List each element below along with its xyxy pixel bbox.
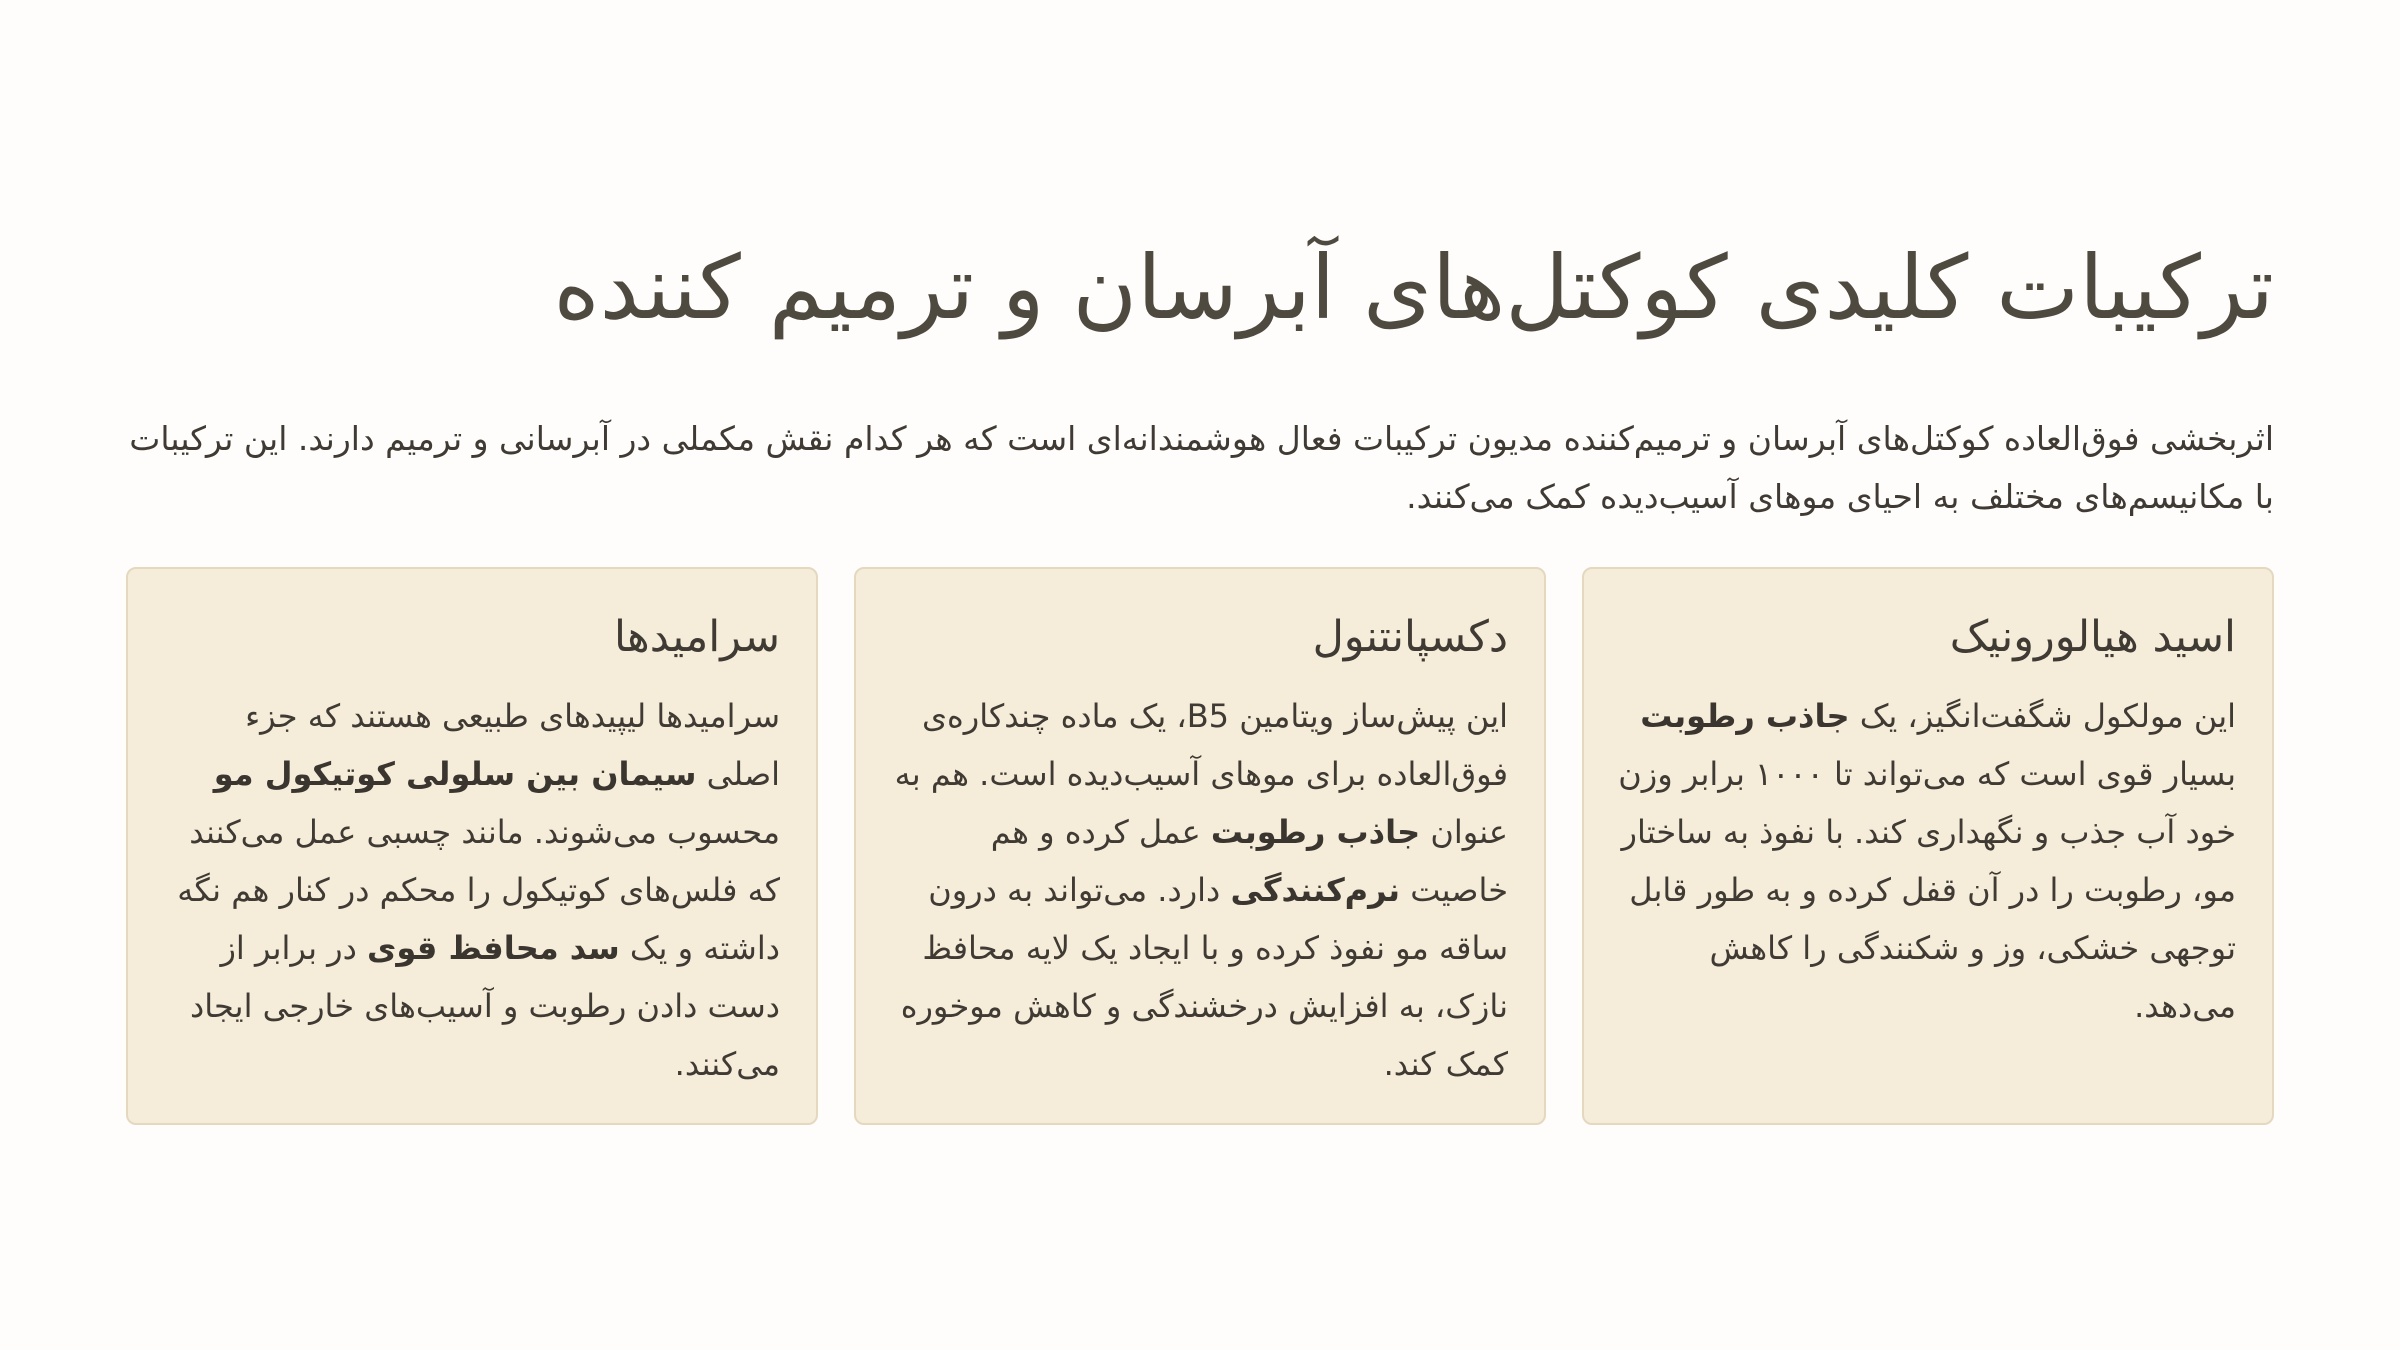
ingredient-cards xyxy=(126,567,2274,1125)
card-body xyxy=(162,687,780,1093)
card-title: اسید هیالورونیک xyxy=(1949,612,2236,662)
card-text: سرامیدها لیپیدهای طبیعی هستند که جزء اصلی xyxy=(245,697,780,793)
card-dexpanthenol xyxy=(854,567,1546,1125)
card-highlight: جاذب رطوبت xyxy=(1210,813,1421,851)
card-highlight: سد محافظ قوی xyxy=(367,929,620,967)
card-body xyxy=(890,687,1508,1093)
card-text: این پیش‌ساز ویتامین B5، یک ماده چندکاره‌ی فوق‌العاده برای موهای آسیب‌دیده است. هم به عنوان xyxy=(894,697,1508,851)
intro-paragraph: اثربخشی فوق‌العاده کوکتل‌های آبرسان و ترمیم‌کننده مدیون ترکیبات فعال هوشمندانه‌ای است که هر کدام نقش مکملی در آبرسانی و ترمیم دارند. این ترکیبات با مکانیسم‌های مختلف به احیای موهای آسیب‌دیده کمک می‌کنند. xyxy=(129,419,2274,516)
card-text: بسیار قوی است که می‌تواند تا ۱۰۰۰ برابر وزن خود آب جذب و نگهداری کند. با نفوذ به ساختار مو، رطوبت را در آن قفل کرده و به طور قابل توجهی خشکی، وز و شکنندگی را کاهش می‌دهد. xyxy=(1618,755,2236,1025)
card-hyaluronic-acid xyxy=(1582,567,2274,1125)
card-highlight: سیمان بین سلولی کوتیکول مو xyxy=(213,755,697,793)
card-ceramides xyxy=(126,567,818,1125)
card-text: در برابر از دست دادن رطوبت و آسیب‌های خارجی ایجاد می‌کنند. xyxy=(190,929,780,1083)
card-title: دکسپانتنول xyxy=(1312,612,1508,662)
card-title: سرامیدها xyxy=(613,612,780,662)
card-text: این مولکول شگفت‌انگیز، یک xyxy=(1849,697,2236,735)
card-text: عمل کرده و هم خاصیت xyxy=(990,813,1508,909)
card-body xyxy=(1618,687,2236,1035)
card-text: دارد. می‌تواند به درون ساقه مو نفوذ کرده و با ایجاد یک لایه محافظ نازک، به افزایش درخشندگی و کاهش موخوره کمک کند. xyxy=(900,871,1508,1083)
card-text: محسوب می‌شوند. مانند چسبی عمل می‌کنند که فلس‌های کوتیکول را محکم در کنار هم نگه داشته و یک xyxy=(177,813,780,967)
card-highlight: جاذب رطوبت xyxy=(1640,697,1850,735)
page-title: ترکیبات کلیدی کوکتل‌های آبرسان و ترمیم کننده xyxy=(553,236,2274,339)
slide xyxy=(126,0,2274,1350)
card-highlight: نرم‌کنندگی xyxy=(1230,871,1401,909)
